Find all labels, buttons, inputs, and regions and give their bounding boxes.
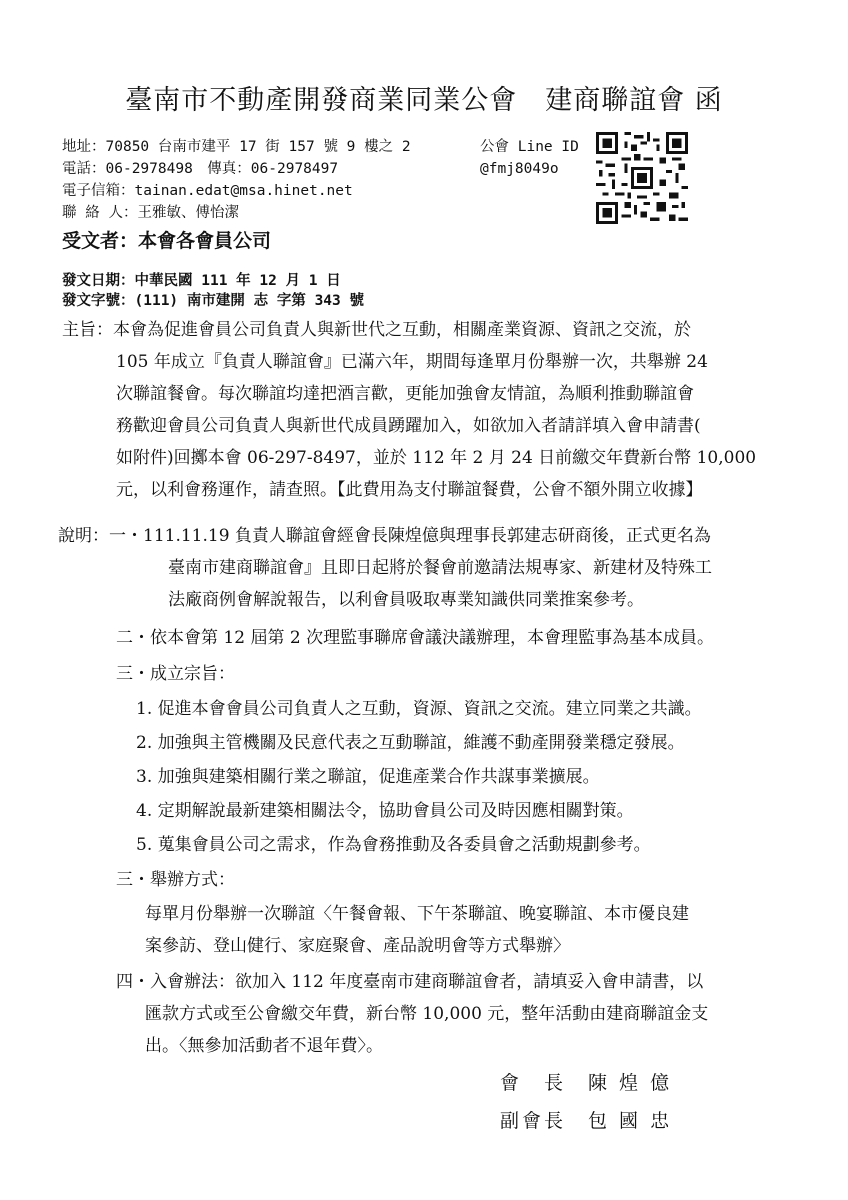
purpose-list	[136, 692, 702, 862]
method-paragraph	[145, 898, 689, 962]
membership-line: 出。〈無參加活動者不退年費〉。	[145, 1036, 383, 1056]
explanation-item-1	[58, 520, 712, 616]
phone-fax: 電話：06-2978498 傳真：06-2978497	[62, 161, 339, 177]
list-item: 1. 促進本會會員公司負責人之互動，資源、資訊之交流。建立同業之共識。	[136, 699, 702, 719]
explanation-line: 法廠商例會解說報告，以利會員吸取專業知識供同業推案參考。	[168, 590, 644, 610]
email: 電子信箱：tainan.edat@msa.hinet.net	[62, 183, 353, 199]
explanation-item-5	[116, 966, 708, 1062]
subject-line: 元，以利會務運作，請查照。【此費用為支付聯誼餐費，公會不額外開立收據】	[116, 480, 703, 500]
subject-line: 次聯誼餐會。每次聯誼均達把酒言歡，更能加強會友情誼，為順利推動聯誼會	[116, 384, 694, 404]
explanation-line: 臺南市建商聯誼會』且即日起將於餐會前邀請法規專家、新建材及特殊工	[168, 558, 712, 578]
subject-line: 務歡迎會員公司負責人與新世代成員踴躍加入，如欲加入者請詳填入會申請書(	[116, 416, 701, 436]
list-item: 3. 加強與建築相關行業之聯誼，促進產業合作共謀事業擴展。	[136, 767, 600, 787]
list-item: 4. 定期解說最新建築相關法令，協助會員公司及時因應相關對策。	[136, 801, 634, 821]
signature-vice-chairman: 副會長 包 國 忠	[500, 1110, 673, 1132]
subject-line: 如附件)回擲本會 06-297-8497，並於 112 年 2 月 24 日前繳交年費新台幣 10,000	[116, 448, 757, 468]
signature-chairman: 會 長 陳 煌 億	[500, 1072, 673, 1094]
subject-line: 105 年成立『負責人聯誼會』已滿六年，期間每逢單月份舉辦一次，共舉辦 24	[116, 352, 708, 372]
explanation-item-4-heading: 三・舉辦方式：	[116, 870, 235, 890]
list-item: 2. 加強與主管機關及民意代表之互動聯誼，維護不動產開發業穩定發展。	[136, 733, 685, 753]
explanation-item-2: 二・依本會第 12 屆第 2 次理監事聯席會議決議辦理，本會理監事為基本成員。	[116, 628, 715, 648]
line-id-label: 公會 Line ID	[480, 139, 579, 155]
method-line: 每單月份舉辦一次聯誼〈午餐會報、下午茶聯誼、晚宴聯誼、本市優良建	[145, 904, 689, 924]
line-id-value: @fmj8049o	[480, 161, 559, 177]
subject-line: 主旨：本會為促進會員公司負責人與新世代之互動，相關產業資源、資訊之交流，於	[62, 320, 691, 340]
membership-line: 四・入會辦法：欲加入 112 年度臺南市建商聯誼會者，請填妥入會申請書，以	[116, 972, 704, 992]
method-line: 案參訪、登山健行、家庭聚會、產品說明會等方式舉辦〉	[145, 936, 570, 956]
address: 地址：70850 台南市建平 17 街 157 號 9 樓之 2	[62, 139, 411, 155]
membership-line: 匯款方式或至公會繳交年費，新台幣 10,000 元，整年活動由建商聯誼金支	[145, 1004, 709, 1024]
issue-date: 發文日期：中華民國 111 年 12 月 1 日	[62, 273, 341, 289]
contact-person: 聯 絡 人：王雅敏、傅怡潔	[62, 205, 239, 221]
issue-number: 發文字號：(111) 南市建開 志 字第 343 號	[62, 293, 364, 309]
signature-block	[500, 1064, 672, 1140]
subject-paragraph	[62, 314, 756, 506]
explanation-item-3-heading: 三・成立宗旨：	[116, 664, 235, 684]
explanation-line: 說明：一・111.11.19 負責人聯誼會經會長陳煌億與理事長郭建志研商後，正式更名為	[58, 526, 711, 546]
line-qr-code-icon[interactable]	[596, 132, 688, 224]
recipient: 受文者：本會各會員公司	[62, 230, 272, 252]
document-title: 臺南市不動產開發商業同業公會 建商聯誼會 函	[125, 85, 723, 116]
list-item: 5. 蒐集會員公司之需求，作為會務推動及各委員會之活動規劃參考。	[136, 835, 651, 855]
